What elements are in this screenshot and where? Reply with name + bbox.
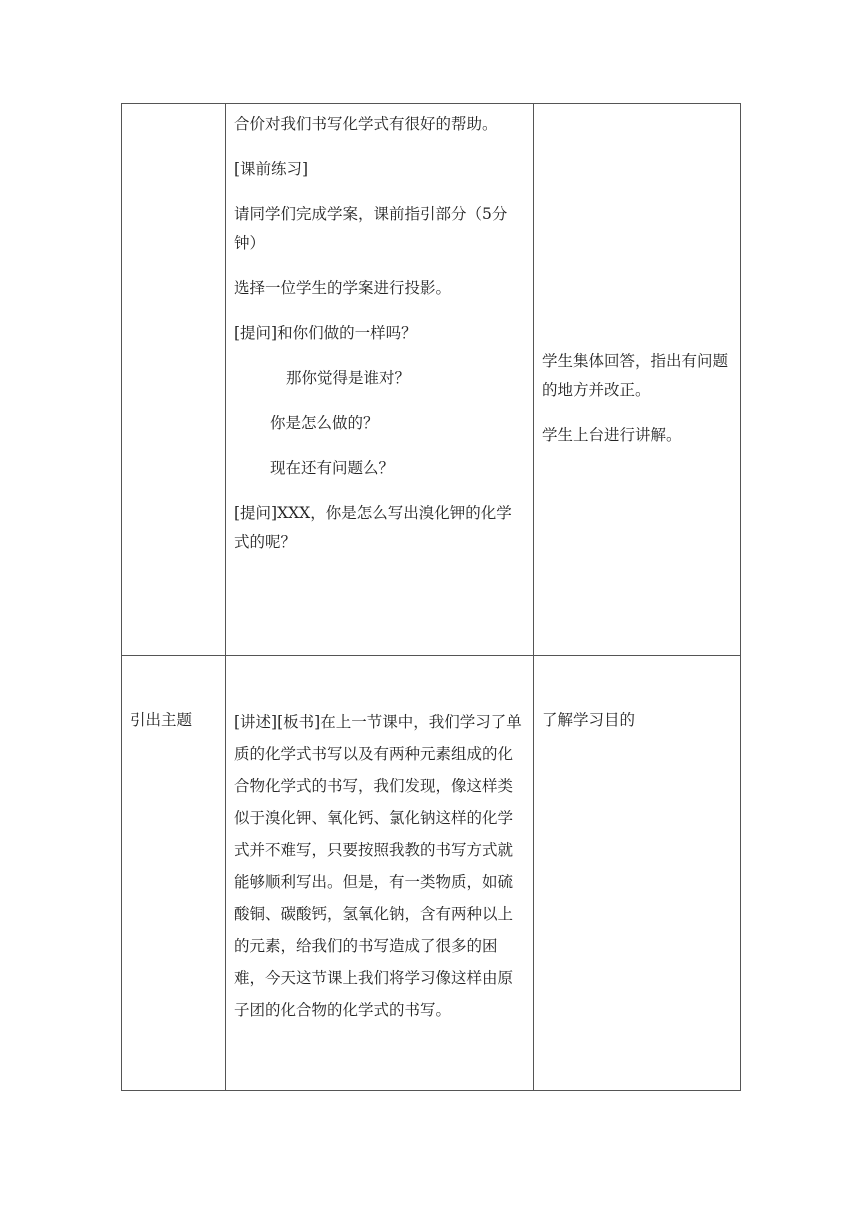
teacher-text: 那你觉得是谁对？ — [286, 369, 411, 387]
teacher-text: 现在还有问题么？ — [270, 459, 395, 477]
teacher-text: [提问]XXX，你是怎么写出溴化钾的化学式的呢？ — [234, 504, 512, 551]
student-text: 了解学习目的 — [542, 711, 636, 729]
stage-label: 引出主题 — [130, 711, 193, 729]
student-activity-cell — [534, 104, 741, 656]
teacher-text: 请同学们完成学案，课前指引部分（5分钟） — [234, 205, 508, 252]
stage-cell — [122, 656, 226, 1091]
teacher-text: 合价对我们书写化学式有很好的帮助。 — [234, 115, 498, 133]
student-activity-cell — [534, 656, 741, 1091]
student-text: 学生上台进行讲解。 — [542, 426, 682, 444]
teacher-text: 选择一位学生的学案进行投影。 — [234, 279, 452, 297]
lesson-table — [121, 103, 741, 1091]
teacher-text: [提问]和你们做的一样吗？ — [234, 324, 417, 342]
teacher-text: [课前练习] — [234, 160, 309, 178]
teacher-activity-cell — [226, 656, 534, 1091]
table-row — [122, 104, 741, 656]
teacher-text: [讲述][板书]在上一节课中，我们学习了单质的化学式书写以及有两种元素组成的化合物化学式的书写，我们发现，像这样类似于溴化钾、氧化钙、氯化钠这样的化学式并不难写，只要按照我教的书写方式就能够顺利写出。但是，有一类物质，如硫酸铜、碳酸钙，氢氧化钠，含有两种以上的元素，给我们的书写造成了很多的困难，今天这节课上我们将学习像这样由原子团的化合物的化学式的书写。 — [234, 713, 522, 1019]
teacher-text: 你是怎么做的？ — [270, 414, 379, 432]
table-row — [122, 656, 741, 1091]
teacher-activity-cell — [226, 104, 534, 656]
student-text: 学生集体回答，指出有问题的地方并改正。 — [542, 352, 729, 399]
stage-cell — [122, 104, 226, 656]
